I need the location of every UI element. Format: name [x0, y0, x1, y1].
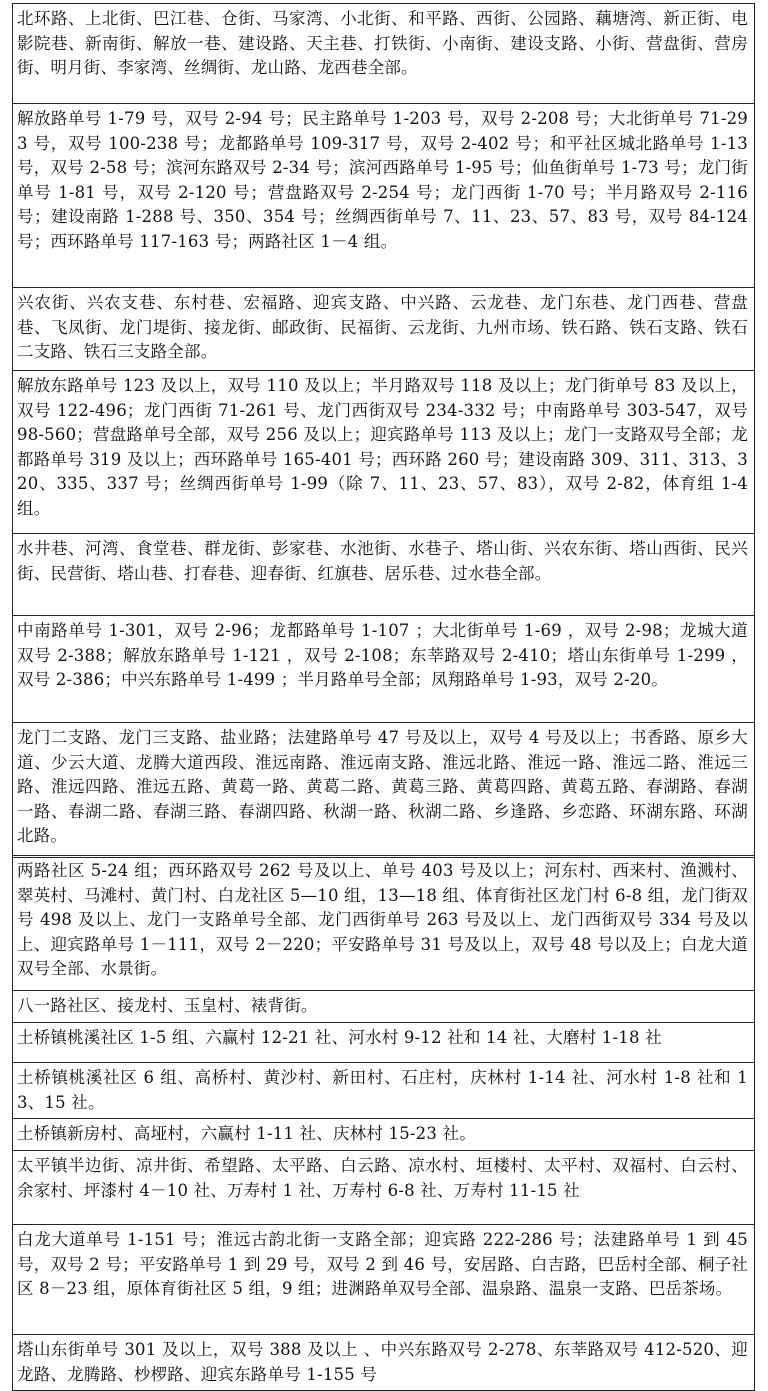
table-row: 土桥镇桃溪社区 1-5 组、六赢村 12-21 社、河水村 9-12 社和 14 社、大磨村 1-18 社 — [13, 1023, 754, 1063]
address-table-lower — [12, 855, 755, 1391]
table-row: 八一路社区、接龙村、玉皇村、裱背街。 — [13, 991, 754, 1023]
table-row: 塔山东街单号 301 及以上，双号 388 及以上 、中兴东路双号 2-278、东莘路双号 412-520、迎龙路、龙腾路、杪椤路、迎宾东路单号 1-155 号 — [13, 1335, 754, 1391]
table-row: 白龙大道单号 1-151 号；淮远古韵北街一支路全部；迎宾路 222-286 号；法建路单号 1 到 45 号，双号 2 号；平安路单号 1 到 29 号，双号 2 到 46 号，安居路、白吉路，巴岳村全部、桐子社区 8－23 组，原体育街社区 5 组，9 组；进渊路单双号全部、温泉路、温泉一支路、巴岳茶场。 — [13, 1225, 754, 1335]
table-row: 北环路、上北街、巴江巷、仓街、马家湾、小北街、和平路、西街、公园路、藕塘湾、新正街、电影院巷、新南街、解放一巷、建设路、天主巷、打铁街、小南街、建设支路、小街、营盘街、营房街、明月街、李家湾、丝绸街、龙山路、龙西巷全部。 — [13, 4, 754, 104]
table-row: 太平镇半边街、凉井街、希望路、太平路、白云路、凉水村、垣楼村、太平村、双福村、白云村、余家村、坪漆村 4－10 社、万寿村 1 社、万寿村 6-8 社、万寿村 11-15 社 — [13, 1151, 754, 1225]
table-row: 水井巷、河湾、食堂巷、群龙街、彭家巷、水池街、水巷子、塔山街、兴农东街、塔山西街、民兴街、民营街、塔山巷、打春巷、迎春街、红旗巷、居乐巷、过水巷全部。 — [13, 534, 754, 616]
address-table-upper — [12, 3, 755, 858]
table-row: 解放东路单号 123 及以上，双号 110 及以上；半月路双号 118 及以上；龙门街单号 83 及以上，双号 122-496；龙门西街 71-261 号、龙门西街双号 234-332 号；中南路单号 303-547，双号 98-560；营盘路单号全部，双号 256 及以上；迎宾路单号 113 及以上；龙门一支路双号全部；龙都路单号 319 及以上；西环路单号 165-401 号；西环路 260 号；建设南路 309、311、313、320、335、337 号；丝绸西街单号 1-99（除 7、11、23、57、83），双号 2-82，体育组 1-4 组。 — [13, 371, 754, 534]
table-row: 土桥镇桃溪社区 6 组、高桥村、黄沙村、新田村、石庄村，庆林村 1-14 社、河水村 1-8 社和 13、15 社。 — [13, 1063, 754, 1119]
table-row: 兴农街、兴农支巷、东村巷、宏福路、迎宾支路、中兴路、云龙巷、龙门东巷、龙门西巷、营盘巷、飞凤街、龙门堤街、接龙街、邮政街、民福街、云龙街、九州市场、铁石路、铁石支路、铁石二支路、铁石三支路全部。 — [13, 288, 754, 371]
table-row: 龙门二支路、龙门三支路、盐业路；法建路单号 47 号及以上，双号 4 号及以上；书香路、原乡大道、少云大道、龙腾大道西段、淮远南路、淮远南支路、淮远北路、淮远一路、淮远二路、淮远三路、淮远四路、淮远五路、黄葛一路、黄葛二路、黄葛三路、黄葛四路、黄葛五路、春湖路、春湖一路、春湖二路、春湖三路、春湖四路、秋湖一路、秋湖二路、乡逢路、乡恋路、环湖东路、环湖北路。 — [13, 723, 754, 858]
table-row: 中南路单号 1-301，双号 2-96；龙都路单号 1-107 ；大北街单号 1-69 ，双号 2-98；龙城大道双号 2-388；解放东路单号 1-121 ，双号 2-108；东莘路双号 2-410；塔山东街单号 1-299 ，双号 2-386；中兴东路单号 1-499 ；半月路单号全部；凤翔路单号 1-93，双号 2-20。 — [13, 616, 754, 723]
table-row: 两路社区 5-24 组；西环路双号 262 号及以上、单号 403 号及以上；河东村、西来村、渔溅村、翠英村、马滩村、黄门村、白龙社区 5—10 组，13—18 组、体育街社区龙门村 6-8 组，龙门街双号 498 及以上、龙门一支路单号全部、龙门西街单号 263 号及以上、龙门西街双号 334 号及以上、迎宾路单号 1－111，双号 2－220；平安路单号 31 号及以上，双号 48 号以及上；白龙大道双号全部、水景街。 — [13, 856, 754, 991]
table-row: 解放路单号 1-79 号，双号 2-94 号；民主路单号 1-203 号，双号 2-208 号；大北街单号 71-293 号，双号 100-238 号；龙都路单号 109-317 号，双号 2-402 号；和平社区城北路单号 1-13 号，双号 2-58 号；滨河东路双号 2-34 号；滨河西路单号 1-95 号；仙鱼街单号 1-73 号；龙门街单号 1-81 号，双号 2-120 号；营盘路双号 2-254 号；龙门西街 1-70 号；半月路双号 2-116 号；建设南路 1-288 号、350、354 号；丝绸西街单号 7、11、23、57、83 号，双号 84-124 号；西环路单号 117-163 号；两路社区 1－4 组。 — [13, 104, 754, 288]
table-row: 土桥镇新房村、高垭村，六赢村 1-11 社、庆林村 15-23 社。 — [13, 1119, 754, 1151]
